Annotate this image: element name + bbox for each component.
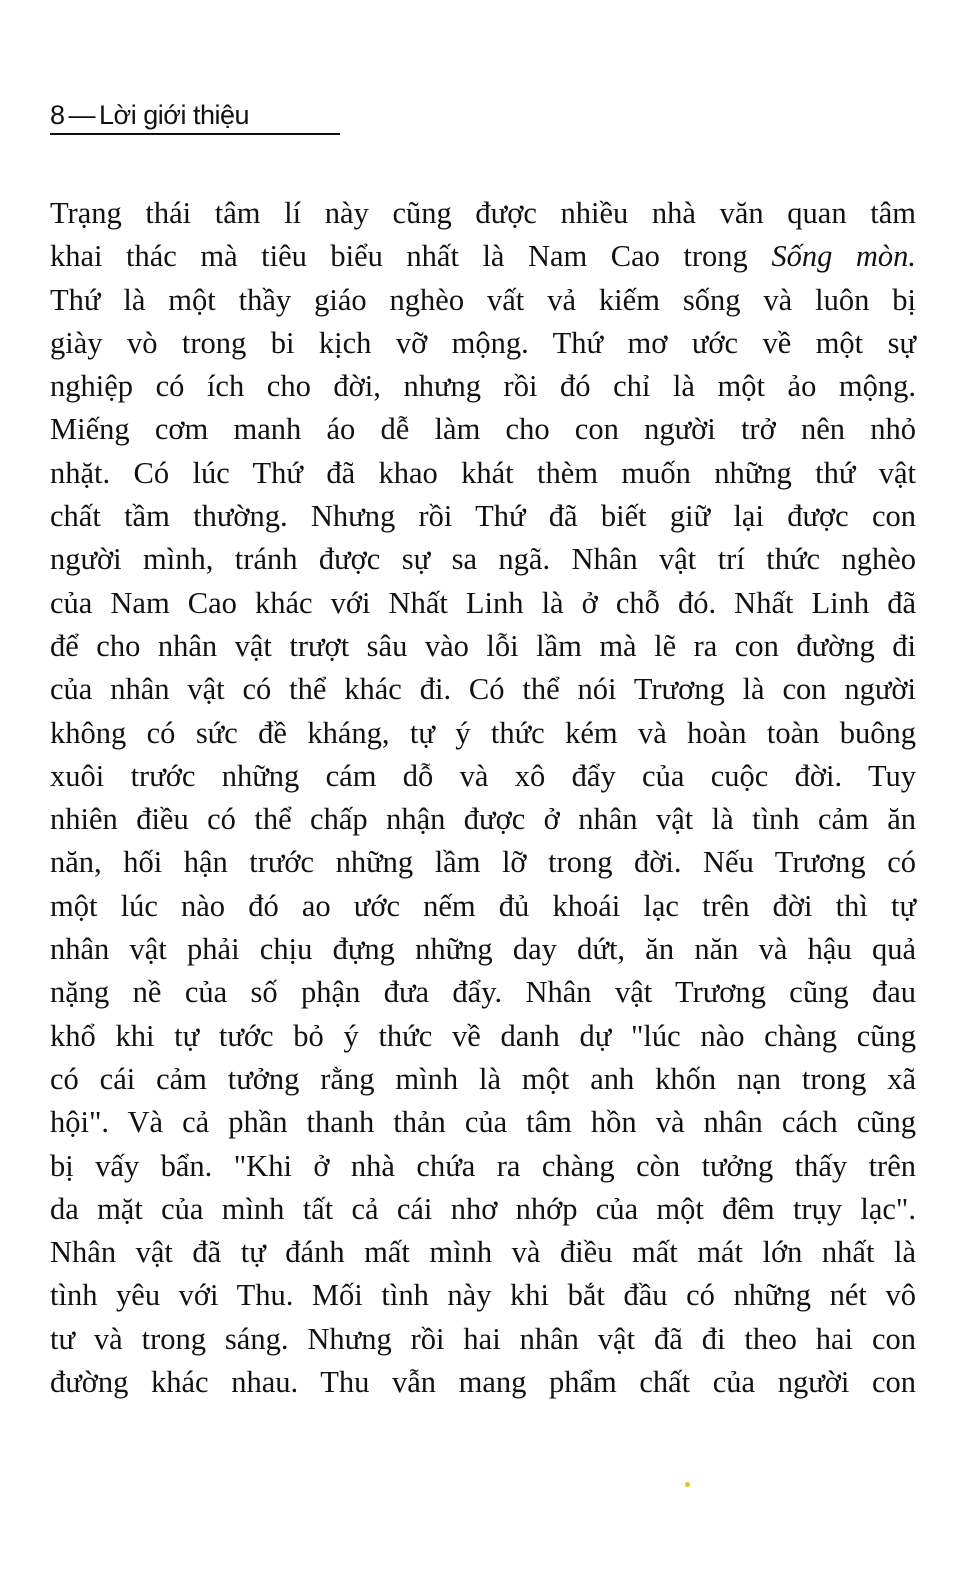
text-line: nhiên điều có thể chấp nhận được ở nhân vật là tình cảm ăn [50,802,916,837]
text-line: nghiệp có ích cho đời, nhưng rồi đó chỉ là một ảo mộng. [50,369,916,404]
print-speck [685,1482,690,1487]
text-line: tình yêu với Thu. Mối tình này khi bắt đầu có những nét vô [50,1278,916,1313]
text-line: có cái cảm tưởng rằng mình là một anh khốn nạn trong xã [50,1061,916,1096]
text-line: nặng nề của số phận đưa đẩy. Nhân vật Trương cũng đau [50,975,916,1010]
text-line: Trạng thái tâm lí này cũng được nhiều nhà văn quan tâm [50,196,916,230]
text-line: một lúc nào đó ao ước nếm đủ khoái lạc trên đời thì tự [50,888,916,923]
page-number: 8 [50,100,65,130]
text-line: hội". Và cả phần thanh thản của tâm hồn và nhân cách cũng [50,1105,916,1140]
text-line: người mình, tránh được sự sa ngã. Nhân vật trí thức nghèo [50,542,916,577]
text-line: nhân vật phải chịu đựng những day dứt, ăn năn và hậu quả [50,932,916,967]
body-paragraph [50,192,916,1404]
text-line [50,235,916,278]
text-line: của Nam Cao khác với Nhất Linh là ở chỗ đó. Nhất Linh đã [50,585,916,620]
text-line: xuôi trước những cám dỗ và xô đẩy của cuộc đời. Tuy [50,758,916,793]
header-separator: — [68,100,96,130]
section-title: Lời giới thiệu [99,100,250,130]
text-line: của nhân vật có thể khác đi. Có thể nói Trương là con người [50,672,916,707]
text-line: để cho nhân vật trượt sâu vào lỗi lầm mà lẽ ra con đường đi [50,628,916,663]
text-line: đường khác nhau. Thu vẫn mang phẩm chất của người con [50,1365,916,1400]
text-line: năn, hối hận trước những lầm lỡ trong đời. Nếu Trương có [50,845,916,880]
text-line: Thứ là một thầy giáo nghèo vất vả kiếm sống và luôn bị [50,282,916,317]
text-line: khổ khi tự tước bỏ ý thức về danh dự "lúc nào chàng cũng [50,1018,916,1053]
running-header [50,97,340,135]
text-line: Miếng cơm manh áo dễ làm cho con người trở nên nhỏ [50,412,916,447]
text-line: bị vấy bẩn. "Khi ở nhà chứa ra chàng còn tưởng thấy trên [50,1148,916,1183]
text-line: nhặt. Có lúc Thứ đã khao khát thèm muốn những thứ vật [50,455,916,490]
text-line: Nhân vật đã tự đánh mất mình và điều mất mát lớn nhất là [50,1235,916,1270]
text-line: da mặt của mình tất cả cái nhơ nhớp của một đêm trụy lạc". [50,1191,916,1226]
text-line-content: khai thác mà tiêu biểu nhất là Nam Cao trong [50,239,772,274]
text-line: chất tầm thường. Nhưng rồi Thứ đã biết giữ lại được con [50,499,916,534]
italic-book-title: Sống mòn. [771,239,916,274]
text-line: tư và trong sáng. Nhưng rồi hai nhân vật đã đi theo hai con [50,1321,916,1356]
text-line: không có sức đề kháng, tự ý thức kém và hoàn toàn buông [50,715,916,750]
text-line: giày vò trong bi kịch vỡ mộng. Thứ mơ ước về một sự [50,325,916,360]
